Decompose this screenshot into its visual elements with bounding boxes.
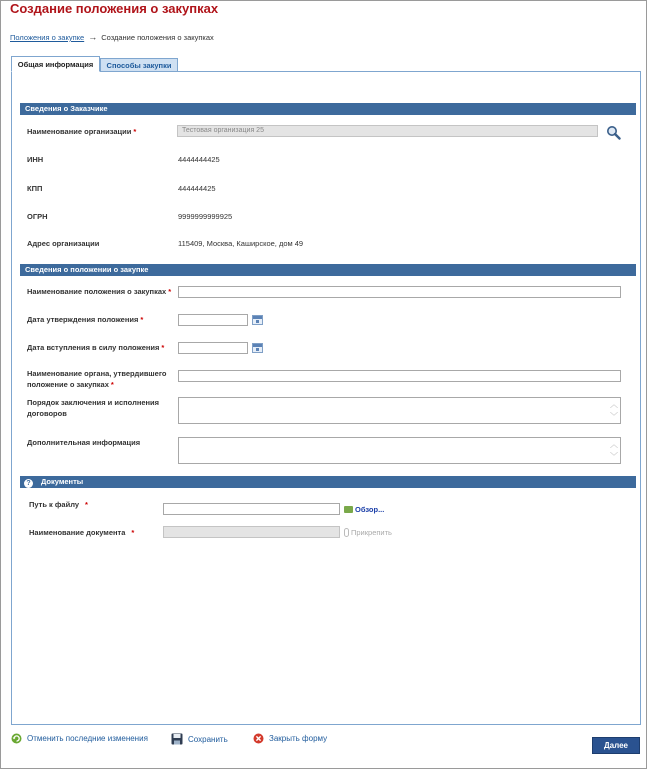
tab-general-info[interactable]: Общая информация [11, 56, 100, 72]
procedure-label: Порядок заключения и исполнения договоров [27, 398, 160, 418]
breadcrumb-separator: → [88, 32, 98, 42]
attach-label: Прикрепить [351, 528, 392, 537]
org-name-label [27, 126, 136, 137]
save-label: Сохранить [188, 734, 228, 744]
document-name-input [163, 526, 340, 538]
calendar-icon[interactable] [252, 343, 263, 353]
save-button[interactable] [171, 733, 228, 745]
additional-info-textarea[interactable] [178, 437, 621, 464]
attach-button [344, 528, 392, 537]
kpp-label: КПП [27, 184, 43, 193]
document-name-label [29, 527, 134, 538]
close-label: Закрыть форму [269, 734, 328, 743]
section-title: Сведения о Заказчике [25, 104, 108, 113]
procedure-textarea[interactable] [178, 397, 621, 424]
additional-info-label: Дополнительная информация [27, 438, 141, 447]
org-name-field: Тестовая организация 25 [177, 125, 598, 137]
next-button[interactable]: Далее [592, 737, 640, 754]
regulation-name-label [27, 286, 171, 297]
page-title: Создание положения о закупках [10, 1, 219, 16]
close-form-button[interactable] [253, 733, 327, 744]
effective-date-label [27, 342, 164, 353]
required-mark: * [168, 287, 172, 296]
section-header-documents [20, 476, 636, 488]
undo-changes-button[interactable] [11, 733, 148, 744]
search-icon[interactable] [606, 125, 621, 140]
section-header-regulation [20, 264, 636, 276]
scroll-down-icon[interactable]: ﹀ [610, 452, 618, 461]
approval-date-label [27, 314, 143, 325]
label-text: Наименование положения о закупках [27, 287, 167, 296]
breadcrumb [10, 32, 214, 42]
authority-label [27, 368, 172, 390]
label-text: Наименование органа, утвердившего положение о закупках [27, 369, 167, 389]
scroll-up-icon[interactable]: ︿ [610, 440, 618, 449]
save-icon [171, 733, 183, 745]
label-text: Дата утверждения положения [27, 315, 139, 324]
label-text: Наименование организации [27, 127, 132, 136]
help-icon[interactable]: ? [24, 479, 33, 488]
inn-value: 4444444425 [178, 155, 220, 164]
paperclip-icon [344, 528, 349, 537]
ogrn-label: ОГРН [27, 212, 48, 221]
section-title: Сведения о положении о закупке [25, 265, 149, 274]
close-icon [253, 733, 264, 744]
file-path-input[interactable] [163, 503, 340, 515]
required-mark: * [85, 500, 88, 509]
effective-date-input[interactable] [178, 342, 248, 354]
tab-procurement-methods[interactable]: Способы закупки [100, 58, 178, 72]
browse-button[interactable] [344, 505, 384, 514]
browse-label: Обзор... [355, 505, 385, 514]
section-header-customer [20, 103, 636, 115]
file-path-label [29, 499, 88, 510]
scroll-down-icon[interactable]: ﹀ [610, 412, 618, 421]
ogrn-value: 9999999999925 [178, 212, 233, 221]
scroll-up-icon[interactable]: ︿ [610, 400, 618, 409]
required-mark: * [110, 380, 114, 389]
approval-date-input[interactable] [178, 314, 248, 326]
breadcrumb-link[interactable]: Положения о закупке [10, 33, 85, 42]
address-label: Адрес организации [27, 239, 100, 248]
folder-icon [344, 506, 353, 513]
address-value: 115409, Москва, Каширское, дом 49 [178, 239, 304, 248]
label-text: Дата вступления в силу положения [27, 343, 160, 352]
undo-icon [11, 733, 22, 744]
authority-input[interactable] [178, 370, 621, 382]
label-text: Наименование документа [29, 528, 126, 537]
section-title: Документы [41, 477, 84, 486]
required-mark: * [140, 315, 144, 324]
calendar-icon[interactable] [252, 315, 263, 325]
kpp-value: 444444425 [178, 184, 216, 193]
label-text: Путь к файлу [29, 500, 80, 509]
regulation-name-input[interactable] [178, 286, 621, 298]
required-mark: * [131, 528, 135, 537]
required-mark: * [161, 343, 165, 352]
undo-label: Отменить последние изменения [27, 734, 148, 743]
required-mark: * [133, 127, 137, 136]
breadcrumb-current: Создание положения о закупках [101, 33, 214, 42]
inn-label: ИНН [27, 155, 44, 164]
